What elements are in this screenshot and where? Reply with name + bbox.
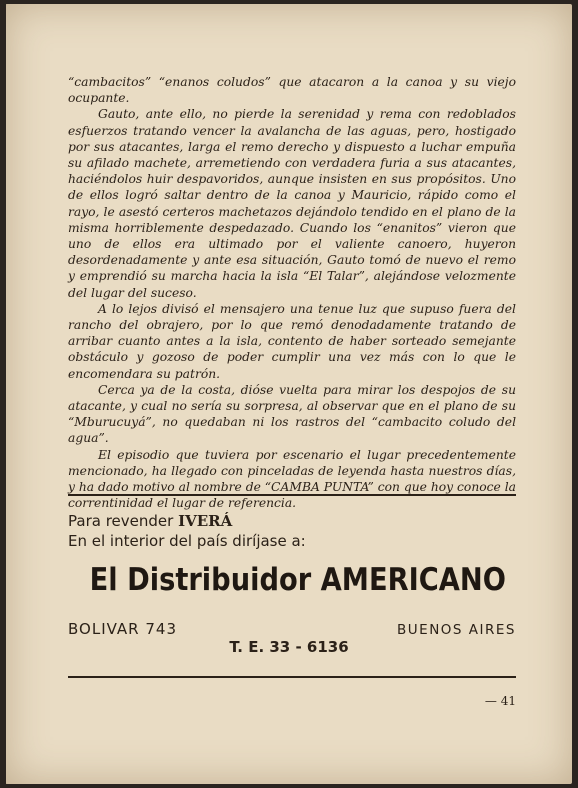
story-text	[68, 74, 516, 511]
story-paragraph-5: El episodio que tuviera por escenario el lugar precedentemente mencionado, ha llegado con pinceladas de leyenda hasta nuestros días, y ha dado motivo al nombre de “CAMBA PUNTA” con que hoy conoce la correntinidad el lugar de referencia.	[68, 447, 516, 511]
story-paragraph-1: “cambacitos” “enanos coludos” que atacaron a la canoa y su viejo ocupante.	[68, 75, 516, 106]
story-paragraph-3: A lo lejos divisó el mensajero una tenue luz que supuso fuera del rancho del obrajero, por lo que remó denodadamente tratando de arribar cuanto antes a la isla, contento de haber sorteado semejante obstáculo y gozoso de poder cumplir una vez más con lo que le encomendara su patrón.	[68, 301, 516, 381]
advert-bottom-rule	[68, 676, 516, 678]
story-paragraph-4: Cerca ya de la costa, dióse vuelta para mirar los despojos de su atacante, y cual no sería su sorpresa, al observar que en el plano de su “Mburucuyá”, no quedaban ni los rastros del “cambacito coludo del agua”.	[68, 382, 516, 446]
story-paragraph-2: Gauto, ante ello, no pierde la serenidad y rema con redoblados esfuerzos tratando vencer la avalancha de las aguas, pero, hostigado por sus atacantes, larga el remo derecho y dispuesto a luchar empuña su afilado machete, arremetiendo con verdadera furia a sus atacantes, haciéndolos huir despavoridos, aunque insisten en sus propósitos. Uno de ellos logró saltar dentro de la canoa y Mauricio, rápido como el rayo, le asestó certeros machetazos dejándolo tendido en el plano de la misma horriblemente despedazado. Cuando los “enanitos” vieron que uno de ellos era ultimado por el valiente canoero, huyeron desordenadamente y ante esa situación, Gauto tomó de nuevo el remo y emprendió su marcha hacia la isla “El Talar”, alejándose velozmente del lugar del suceso.	[68, 107, 516, 300]
resell-prefix: Para revender	[68, 512, 174, 530]
page-number: — 41	[484, 694, 516, 708]
interior-line: En el interior del país diríjase a:	[68, 532, 306, 550]
distributor-address: BOLIVAR 743	[68, 620, 177, 638]
brand-name: IVERÁ	[178, 512, 233, 530]
distributor-city: BUENOS AIRES	[397, 622, 516, 638]
distributor-title: El Distribuidor AMERICANO	[89, 562, 506, 598]
advert-top-rule	[68, 494, 516, 496]
distributor-phone: T. E. 33 - 6136	[229, 638, 349, 656]
resell-line	[68, 512, 232, 530]
